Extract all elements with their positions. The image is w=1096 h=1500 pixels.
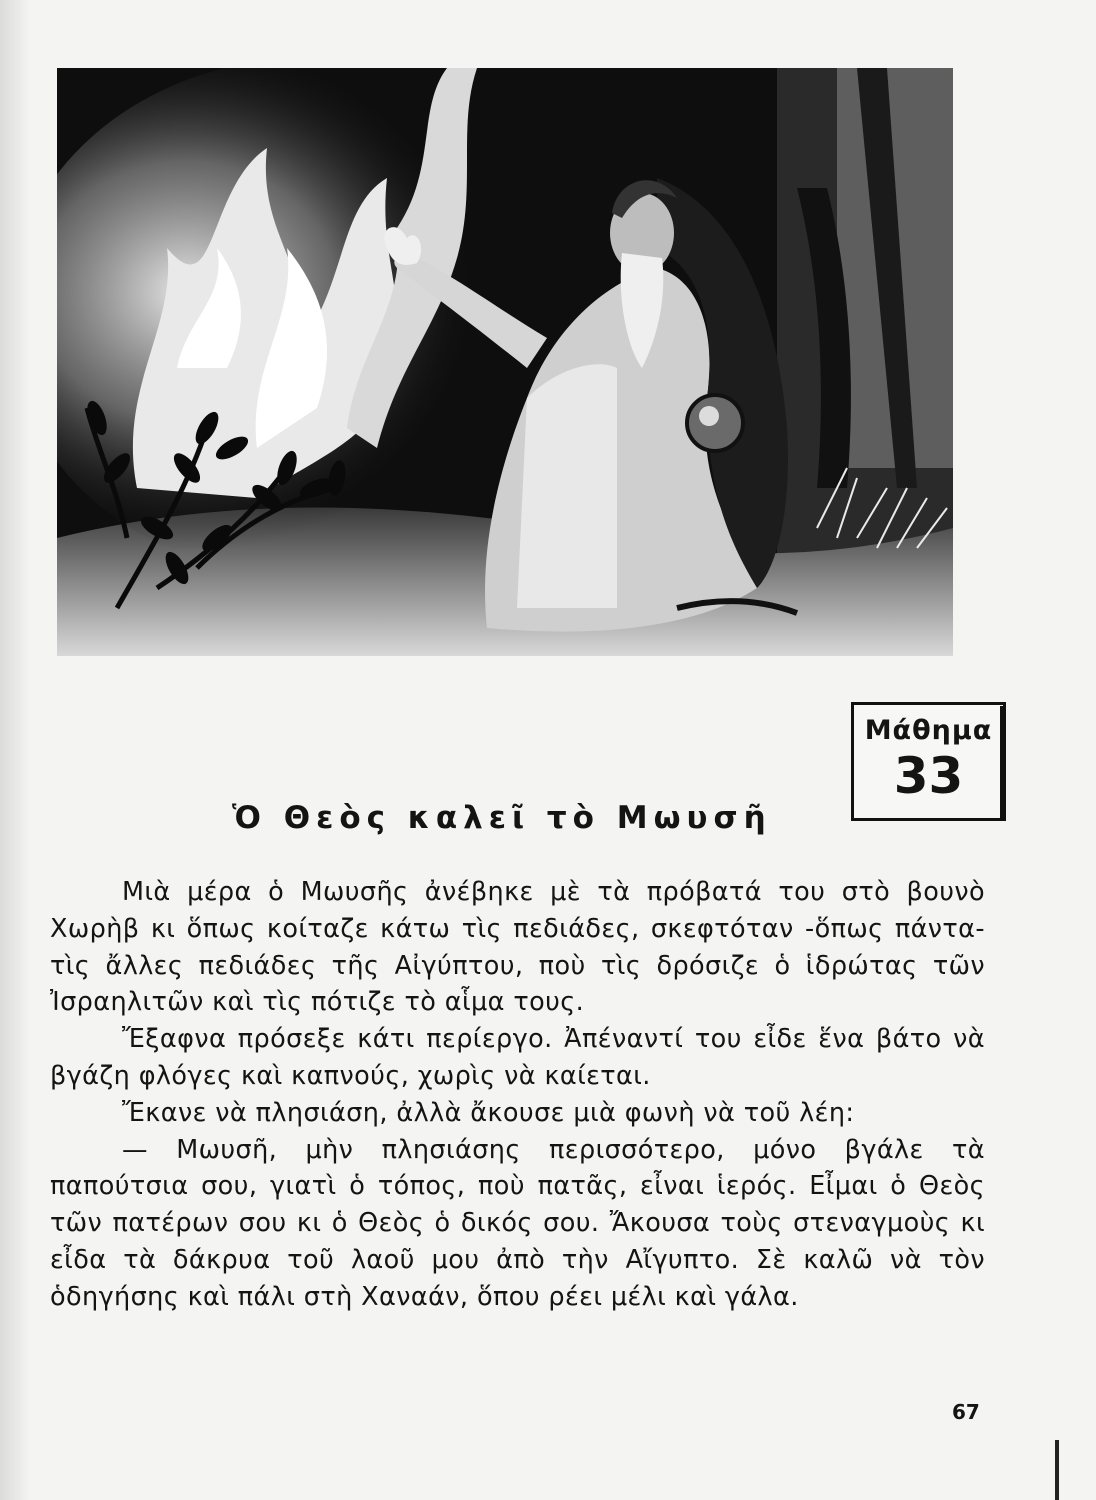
burning-bush-illustration bbox=[57, 68, 953, 656]
lesson-box bbox=[851, 702, 1006, 821]
chapter-title: Ὁ Θεὸς καλεῖ τὸ Μωυσῆ bbox=[232, 800, 772, 836]
page-edge-mark bbox=[1055, 1440, 1059, 1500]
page-number: 67 bbox=[952, 1400, 980, 1424]
paragraph: Ἔξαφνα πρόσεξε κάτι περίεργο. Ἀπέναντί του εἶδε ἕνα βάτο νὰ βγάζη φλόγες καὶ καπνούς, χωρὶς νὰ καίεται. bbox=[50, 1024, 985, 1091]
page-edge-shadow bbox=[0, 0, 30, 1500]
paragraph: Ἔκανε νὰ πλησιάση, ἀλλὰ ἄκουσε μιὰ φωνὴ νὰ τοῦ λέη: bbox=[122, 1097, 855, 1128]
lesson-box-rule bbox=[851, 818, 1006, 821]
lesson-label: Μάθημα bbox=[864, 715, 993, 746]
paragraph: — Μωυσῆ, μὴν πλησιάσης περισσότερο, μόνο βγάλε τὰ παπούτσια σου, γιατὶ ὁ τόπος, ποὺ πατᾶς, εἶναι ἱερός. Εἶμαι ὁ Θεὸς τῶν πατέρων σου κι ὁ Θεὸς ὁ δικός σου. Ἄκουσα τοὺς στεναγμοὺς κι εἶδα τὰ δάκρυα τοῦ λαοῦ μου ἀπὸ τὴν Αἴγυπτο. Σὲ καλῶ νὰ τὸν ὁδηγήσης καὶ πάλι στὴ Χαναάν, ὅπου ρέει μέλι καὶ γάλα. bbox=[50, 1134, 985, 1312]
body-text bbox=[50, 874, 985, 1316]
lesson-number: 33 bbox=[893, 747, 964, 805]
paragraph: Μιὰ μέρα ὁ Μωυσῆς ἀνέβηκε μὲ τὰ πρόβατά του στὸ βουνὸ Χωρὴβ κι ὅπως κοίταζε κάτω τὶς πεδιάδες, σκεφτόταν -ὅπως πάντα- τὶς ἄλλες πεδιάδες τῆς Αἰγύπτου, ποὺ τὶς δρόσιζε ὁ ἱδρώτας τῶν Ἰσραηλιτῶν καὶ τὶς πότιζε τὸ αἷμα τους. bbox=[50, 877, 985, 1018]
lesson-box-shadow bbox=[1000, 706, 1006, 818]
illustration-svg bbox=[57, 68, 953, 656]
